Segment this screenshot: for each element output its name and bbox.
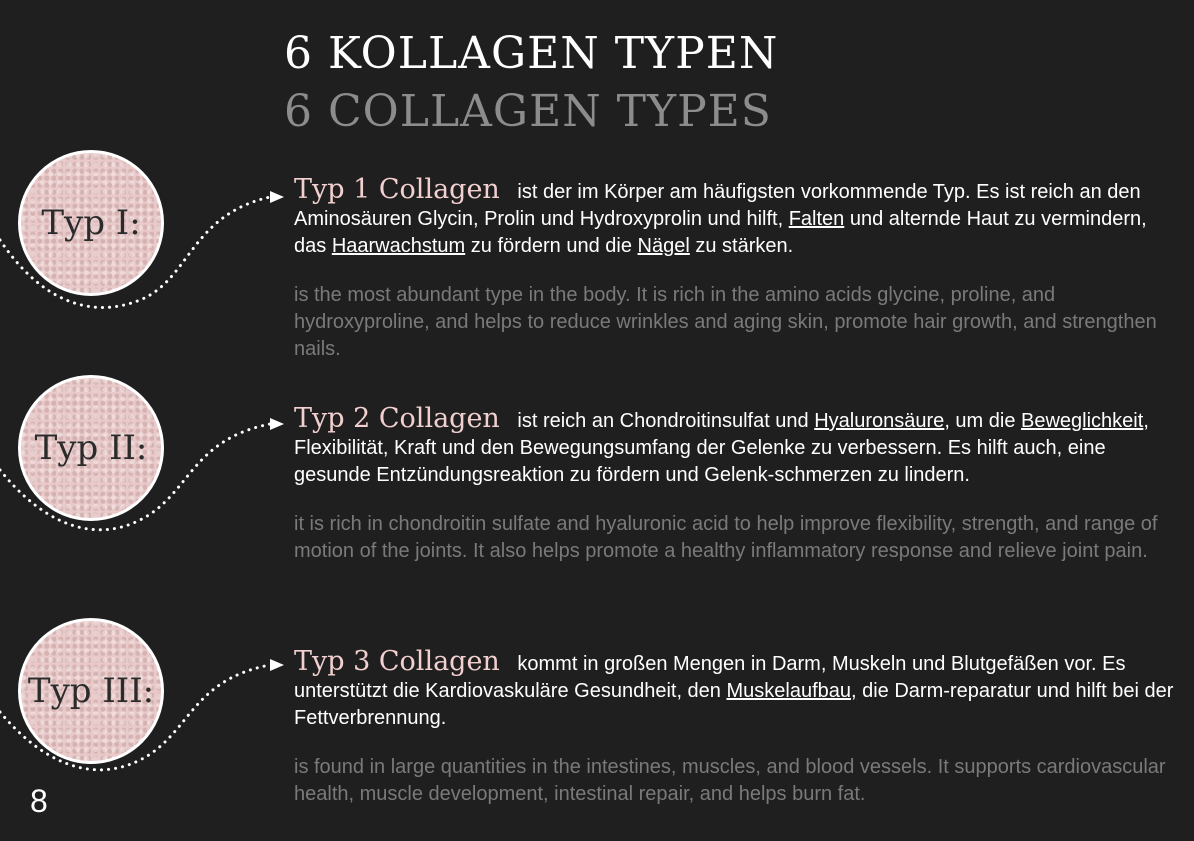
title-german: 6 KOLLAGEN TYPEN <box>284 28 779 79</box>
underlined-keyword: Falten <box>788 208 845 230</box>
type-3-badge <box>18 618 164 764</box>
type-1-badge <box>18 150 164 296</box>
german-text-segment: und alternde Haut zu vermindern, das <box>294 208 1147 257</box>
german-text-segment: zu stärken. <box>689 235 794 257</box>
underlined-keyword: Haarwachstum <box>331 235 466 257</box>
german-text-segment: , um die <box>944 410 1022 432</box>
type-3-english-text: is found in large quantities in the intestines, muscles, and blood vessels. It supports cardiovascular health, muscle development, intestinal repair, and helps burn fat. <box>294 756 1166 805</box>
underlined-keyword: Hyaluronsäure <box>814 410 945 432</box>
type-3-heading: Typ 3 Collagen <box>294 646 500 677</box>
german-text-segment: die Darm-reparatur und hilft bei der Fettverbrennung. <box>294 680 1174 729</box>
title-english: 6 COLLAGEN TYPES <box>284 86 772 137</box>
german-text-segment: zu fördern und die <box>465 235 638 257</box>
type-1-heading: Typ 1 Collagen <box>294 174 500 205</box>
type-3-badge-label: Typ III: <box>27 671 155 711</box>
type-2-german-text <box>294 405 1174 489</box>
german-text-segment: ist der im Körper am häufigsten vorkommende Typ. Es ist reich an den Aminosäuren Glycin, Prolin und Hydroxyprolin und hilft, <box>294 181 1141 230</box>
type-1-section <box>294 176 1174 363</box>
arrow-icon-3 <box>270 659 284 671</box>
type-2-english-text: it is rich in chondroitin sulfate and hyaluronic acid to help improve flexibility, strength, and range of motion of the joints. It also helps promote a healthy inflammatory response and relieve joint pain. <box>294 513 1158 562</box>
arrow-icon-2 <box>270 418 284 430</box>
german-text-segment: , Flexibilität, Kraft und den Bewegungsumfang der Gelenke zu verbessern. Es hilft auch, eine gesunde Entzündungsreaktion zu fördern und Gelenk-schmerzen zu lindern. <box>294 410 1149 486</box>
type-3-section <box>294 648 1174 808</box>
underlined-keyword: Beweglichkeit <box>1021 410 1144 432</box>
type-2-section <box>294 405 1174 565</box>
arrow-icon-1 <box>270 191 284 203</box>
type-2-badge <box>18 375 164 521</box>
underlined-keyword: Nägel <box>637 235 690 257</box>
underlined-keyword: Muskelaufbau, <box>726 680 857 702</box>
type-3-german-text <box>294 648 1174 732</box>
german-text-segment: kommt in großen Mengen in Darm, Muskeln und Blutgefäßen vor. Es unterstützt die Kardiovaskuläre Gesundheit, den <box>294 653 1126 702</box>
type-1-english-text: is the most abundant type in the body. It is rich in the amino acids glycine, proline, and hydroxyproline, and helps to reduce wrinkles and aging skin, promote hair growth, and strengthen nails. <box>294 284 1157 360</box>
german-text-segment: ist reich an Chondroitinsulfat und <box>517 410 815 432</box>
type-2-badge-label: Typ II: <box>34 428 148 468</box>
type-2-heading: Typ 2 Collagen <box>294 403 500 434</box>
type-1-badge-label: Typ I: <box>41 203 141 243</box>
type-1-german-text <box>294 176 1174 260</box>
page-number: 8 <box>30 783 48 819</box>
